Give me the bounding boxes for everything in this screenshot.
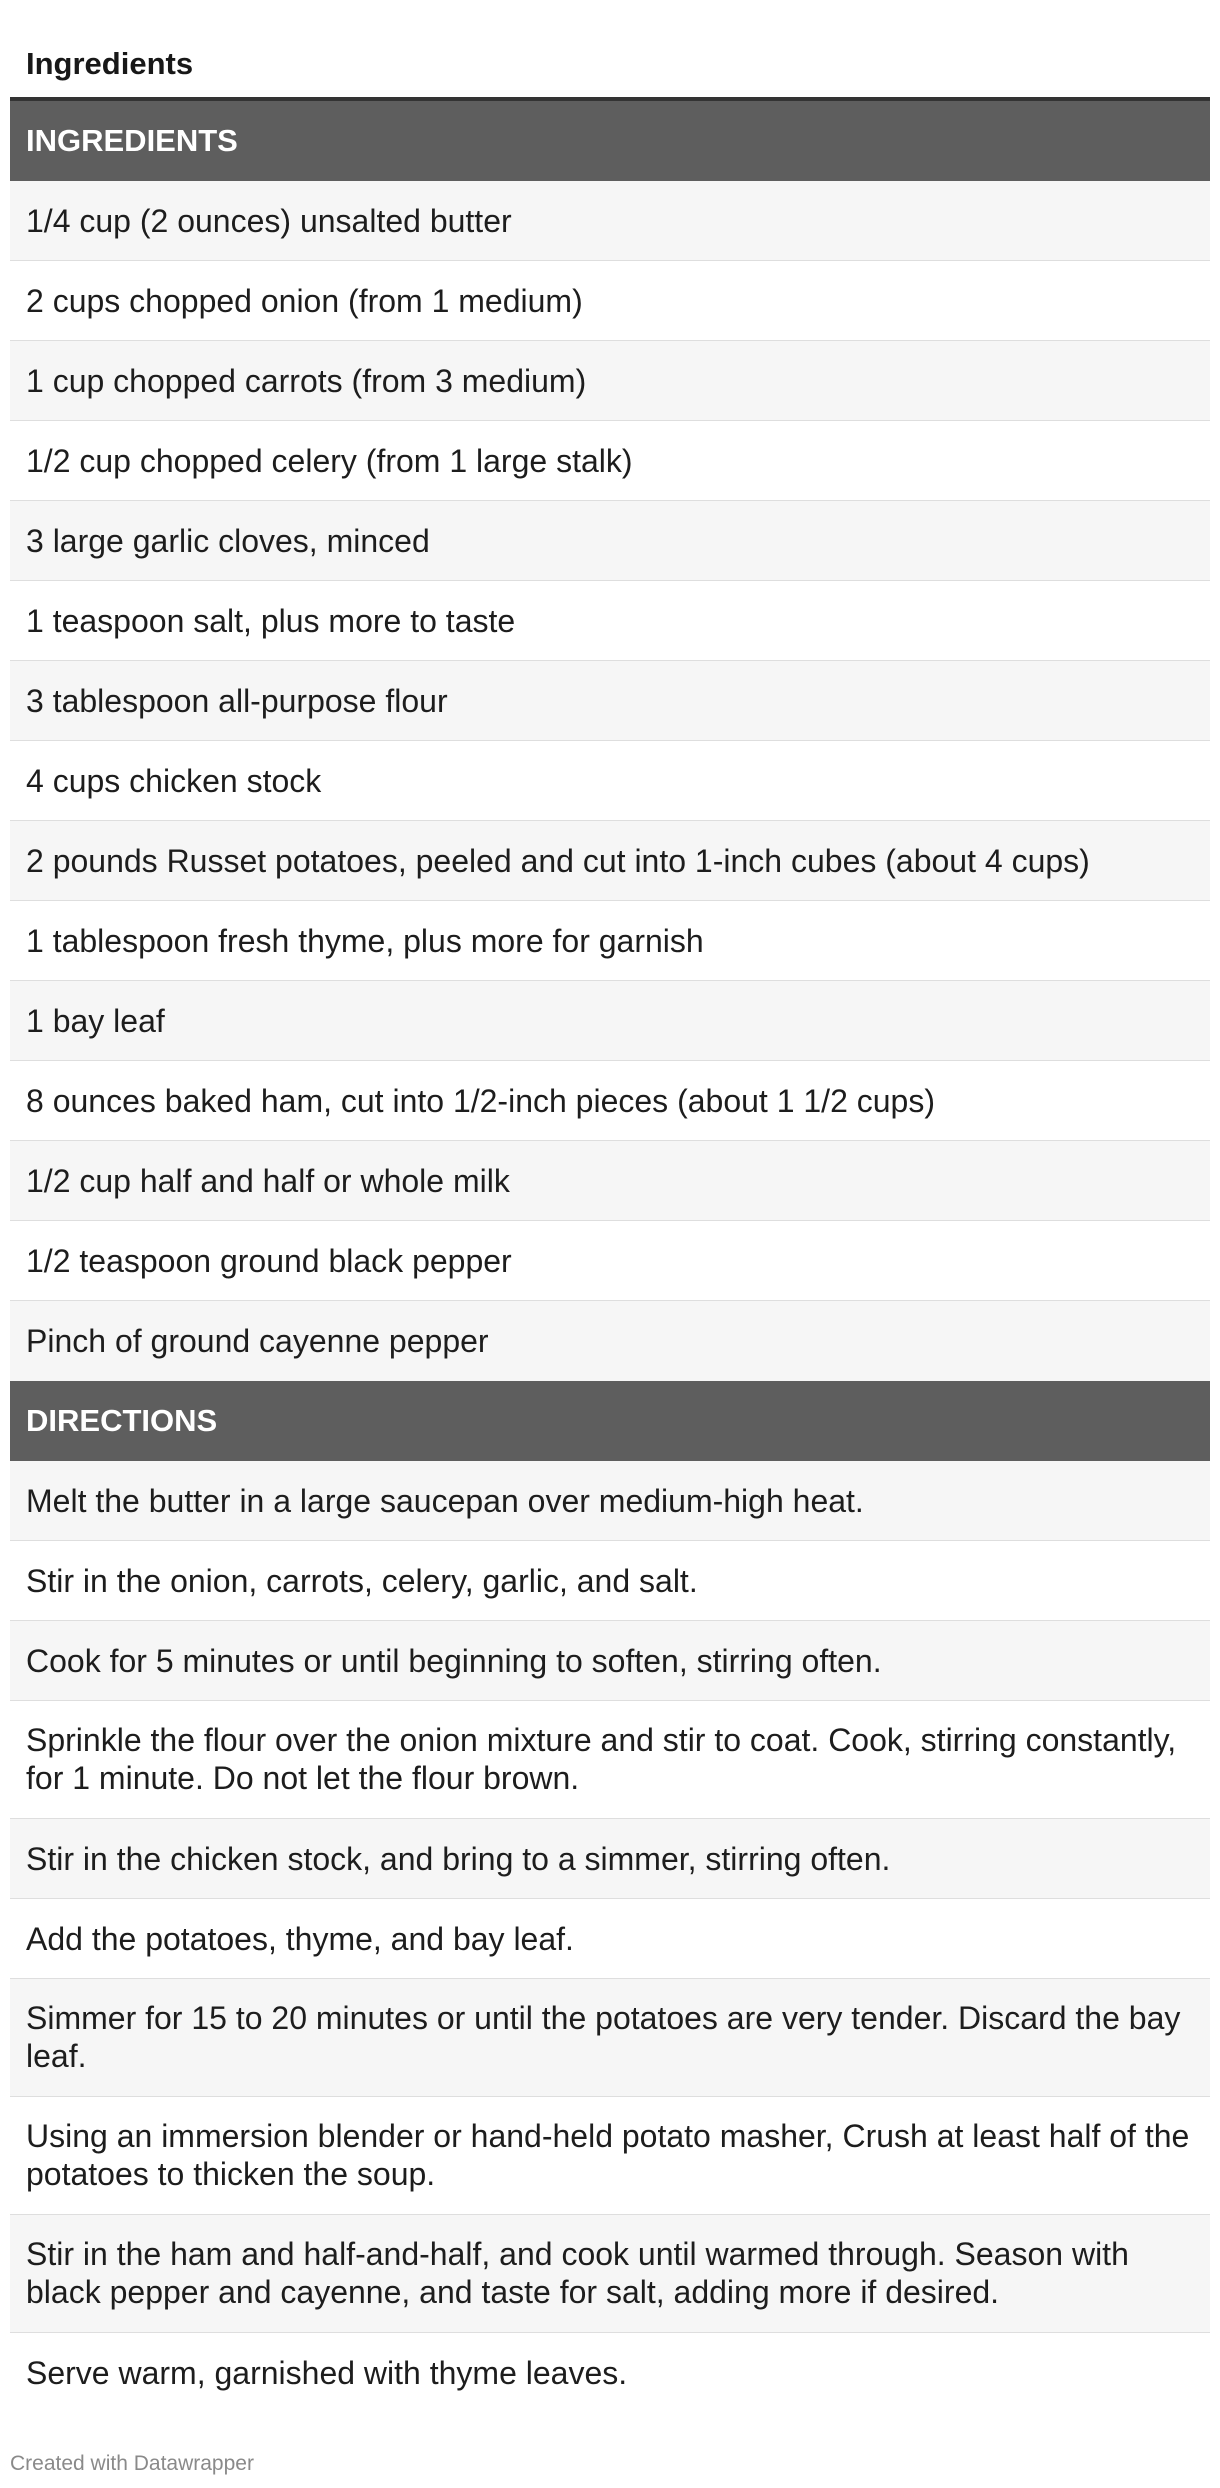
ingredient-row: 2 cups chopped onion (from 1 medium)	[10, 261, 1210, 341]
directions-list	[10, 1461, 1210, 2413]
ingredient-row: 1 cup chopped carrots (from 3 medium)	[10, 341, 1210, 421]
ingredient-row: 1/4 cup (2 ounces) unsalted butter	[10, 181, 1210, 261]
direction-row: Serve warm, garnished with thyme leaves.	[10, 2333, 1210, 2413]
page-title: Ingredients	[26, 46, 194, 81]
ingredient-row: 1 tablespoon fresh thyme, plus more for garnish	[10, 901, 1210, 981]
footer-credit: Created with Datawrapper	[10, 2452, 254, 2475]
ingredient-row: 1 teaspoon salt, plus more to taste	[10, 581, 1210, 661]
direction-row: Stir in the ham and half-and-half, and cook until warmed through. Season with black pepper and cayenne, and taste for salt, adding more if desired.	[10, 2215, 1210, 2333]
direction-row: Add the potatoes, thyme, and bay leaf.	[10, 1899, 1210, 1979]
ingredient-row: 2 pounds Russet potatoes, peeled and cut into 1-inch cubes (about 4 cups)	[10, 821, 1210, 901]
ingredient-row: 8 ounces baked ham, cut into 1/2-inch pieces (about 1 1/2 cups)	[10, 1061, 1210, 1141]
recipe-table	[10, 97, 1210, 2413]
ingredient-row: 1 bay leaf	[10, 981, 1210, 1061]
ingredient-row: 3 large garlic cloves, minced	[10, 501, 1210, 581]
ingredient-row: 3 tablespoon all-purpose flour	[10, 661, 1210, 741]
direction-row: Simmer for 15 to 20 minutes or until the potatoes are very tender. Discard the bay leaf.	[10, 1979, 1210, 2097]
direction-row: Stir in the chicken stock, and bring to a simmer, stirring often.	[10, 1819, 1210, 1899]
direction-row: Cook for 5 minutes or until beginning to soften, stirring often.	[10, 1621, 1210, 1701]
ingredient-row: 1/2 cup half and half or whole milk	[10, 1141, 1210, 1221]
ingredient-row: 1/2 cup chopped celery (from 1 large stalk)	[10, 421, 1210, 501]
ingredients-list	[10, 181, 1210, 1381]
direction-row: Stir in the onion, carrots, celery, garlic, and salt.	[10, 1541, 1210, 1621]
directions-section-header: DIRECTIONS	[10, 1381, 1210, 1461]
direction-row: Sprinkle the flour over the onion mixture and stir to coat. Cook, stirring constantly, for 1 minute. Do not let the flour brown.	[10, 1701, 1210, 1819]
ingredient-row: 4 cups chicken stock	[10, 741, 1210, 821]
direction-row: Using an immersion blender or hand-held potato masher, Crush at least half of the potatoes to thicken the soup.	[10, 2097, 1210, 2215]
direction-row: Melt the butter in a large saucepan over medium-high heat.	[10, 1461, 1210, 1541]
ingredients-section-header: INGREDIENTS	[10, 101, 1210, 181]
ingredient-row: 1/2 teaspoon ground black pepper	[10, 1221, 1210, 1301]
ingredient-row: Pinch of ground cayenne pepper	[10, 1301, 1210, 1381]
